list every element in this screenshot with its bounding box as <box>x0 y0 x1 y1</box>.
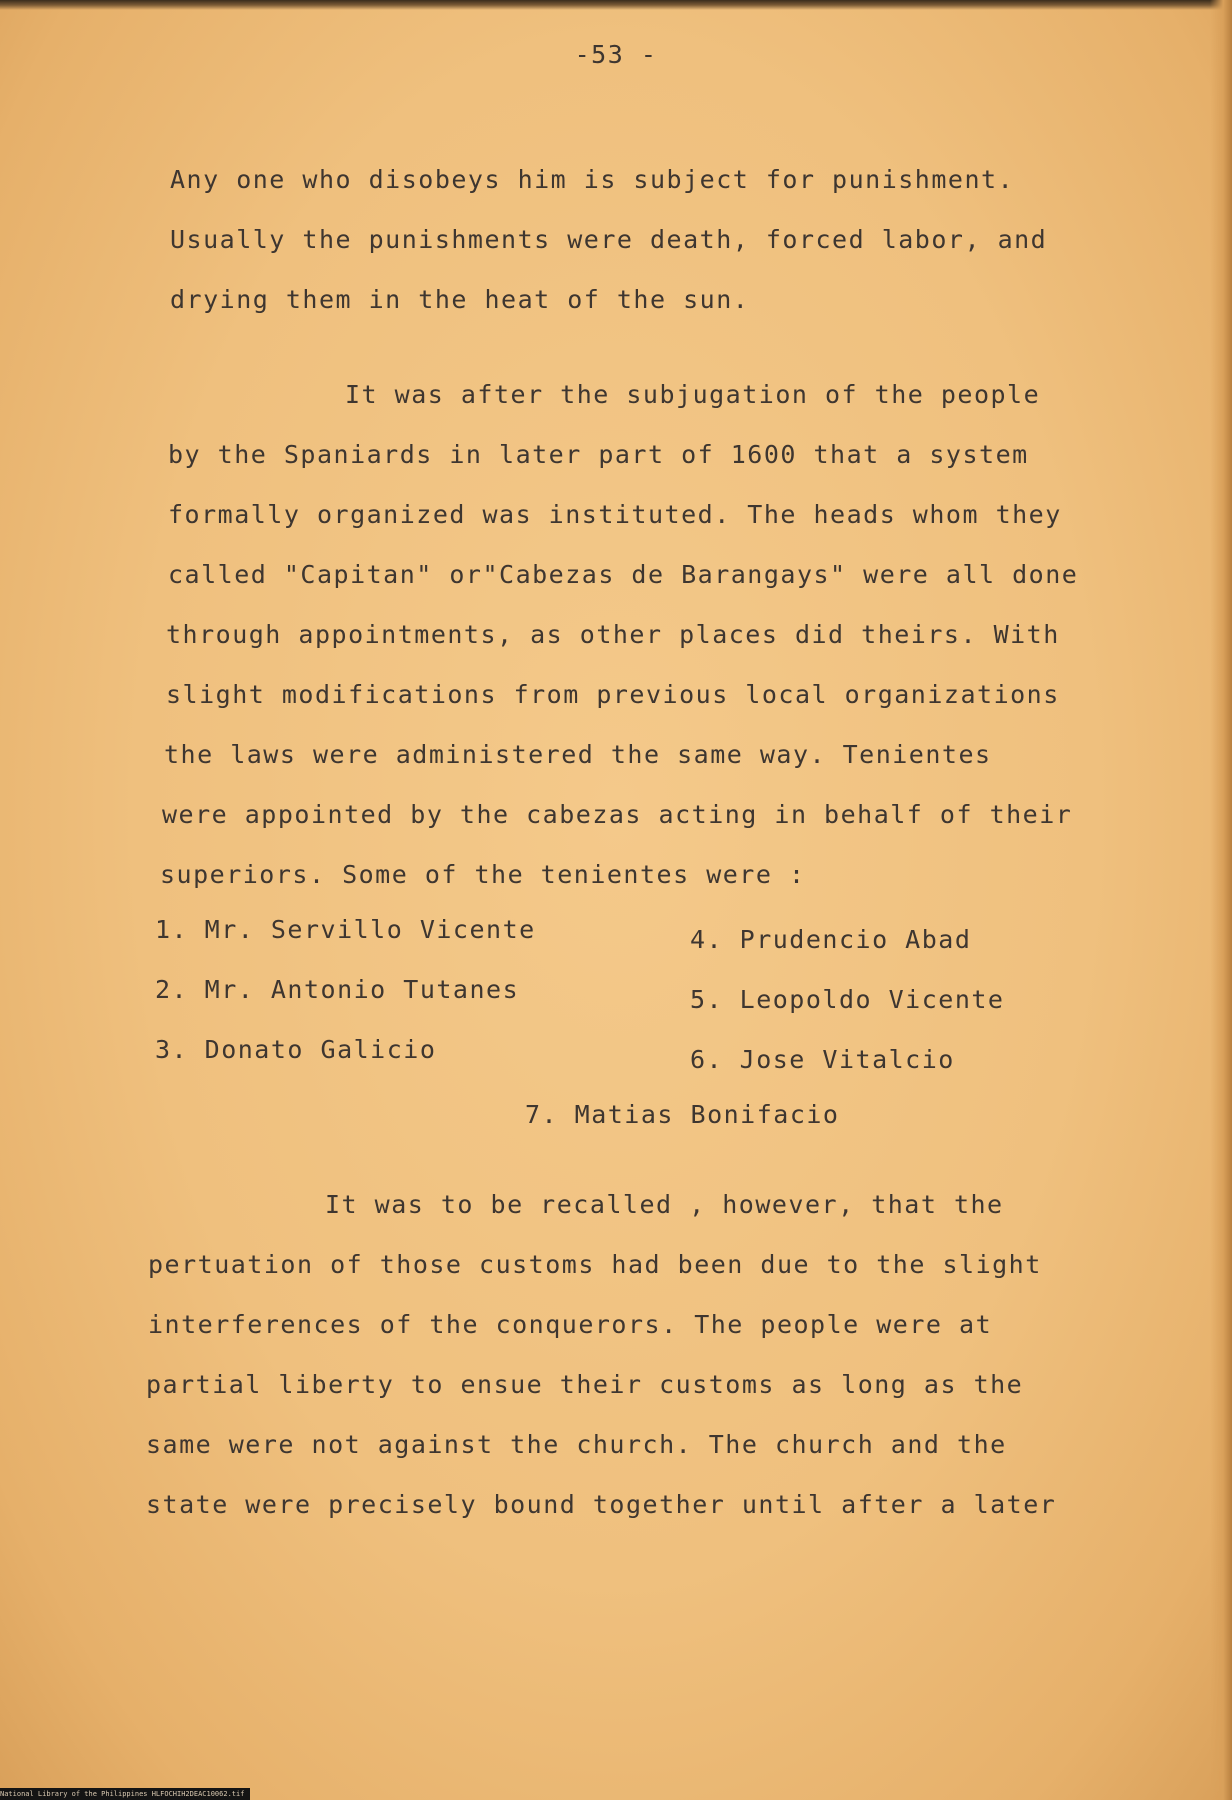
paragraph-2-line-2: by the Spaniards in later part of 1600 that a system <box>168 440 1029 469</box>
scan-footer-note: National Library of the Philippines HLFOCHIH2DEAC10062.tif <box>0 1790 245 1798</box>
teniente-3: 3. Donato Galicio <box>155 1035 437 1064</box>
paragraph-1-line-1: Any one who disobeys him is subject for punishment. <box>170 165 1015 194</box>
teniente-4: 4. Prudencio Abad <box>690 925 972 954</box>
teniente-6: 6. Jose Vitalcio <box>690 1045 955 1074</box>
teniente-7: 7. Matias Bonifacio <box>525 1100 840 1129</box>
paragraph-3-line-6: state were precisely bound together until after a later <box>146 1490 1057 1519</box>
page-top-edge <box>0 0 1232 10</box>
teniente-2: 2. Mr. Antonio Tutanes <box>155 975 520 1004</box>
paragraph-2-line-3: formally organized was instituted. The heads whom they <box>168 500 1062 529</box>
paragraph-2-line-8: were appointed by the cabezas acting in behalf of their <box>162 800 1073 829</box>
teniente-5: 5. Leopoldo Vicente <box>690 985 1005 1014</box>
paragraph-3-line-3: interferences of the conquerors. The people were at <box>148 1310 993 1339</box>
paragraph-2-line-5: through appointments, as other places did theirs. With <box>166 620 1060 649</box>
paragraph-1-line-3: drying them in the heat of the sun. <box>170 285 750 314</box>
page-number: -53 - <box>574 40 658 69</box>
paragraph-2-line-7: the laws were administered the same way. Tenientes <box>164 740 992 769</box>
teniente-1: 1. Mr. Servillo Vicente <box>155 915 536 944</box>
paragraph-2-line-4: called "Capitan" or"Cabezas de Barangays" were all done <box>168 560 1079 589</box>
paragraph-2-line-1: It was after the subjugation of the people <box>345 380 1041 409</box>
paragraph-2-line-6: slight modifications from previous local organizations <box>166 680 1060 709</box>
page-right-edge <box>1210 0 1232 1800</box>
paragraph-3-line-5: same were not against the church. The church and the <box>146 1430 1007 1459</box>
paragraph-3-line-2: pertuation of those customs had been due to the slight <box>148 1250 1042 1279</box>
paragraph-3-line-4: partial liberty to ensue their customs as long as the <box>146 1370 1024 1399</box>
paragraph-1-line-2: Usually the punishments were death, forced labor, and <box>170 225 1048 254</box>
paragraph-3-line-1: It was to be recalled , however, that the <box>325 1190 1004 1219</box>
paragraph-2-line-9: superiors. Some of the tenientes were : <box>160 860 806 889</box>
